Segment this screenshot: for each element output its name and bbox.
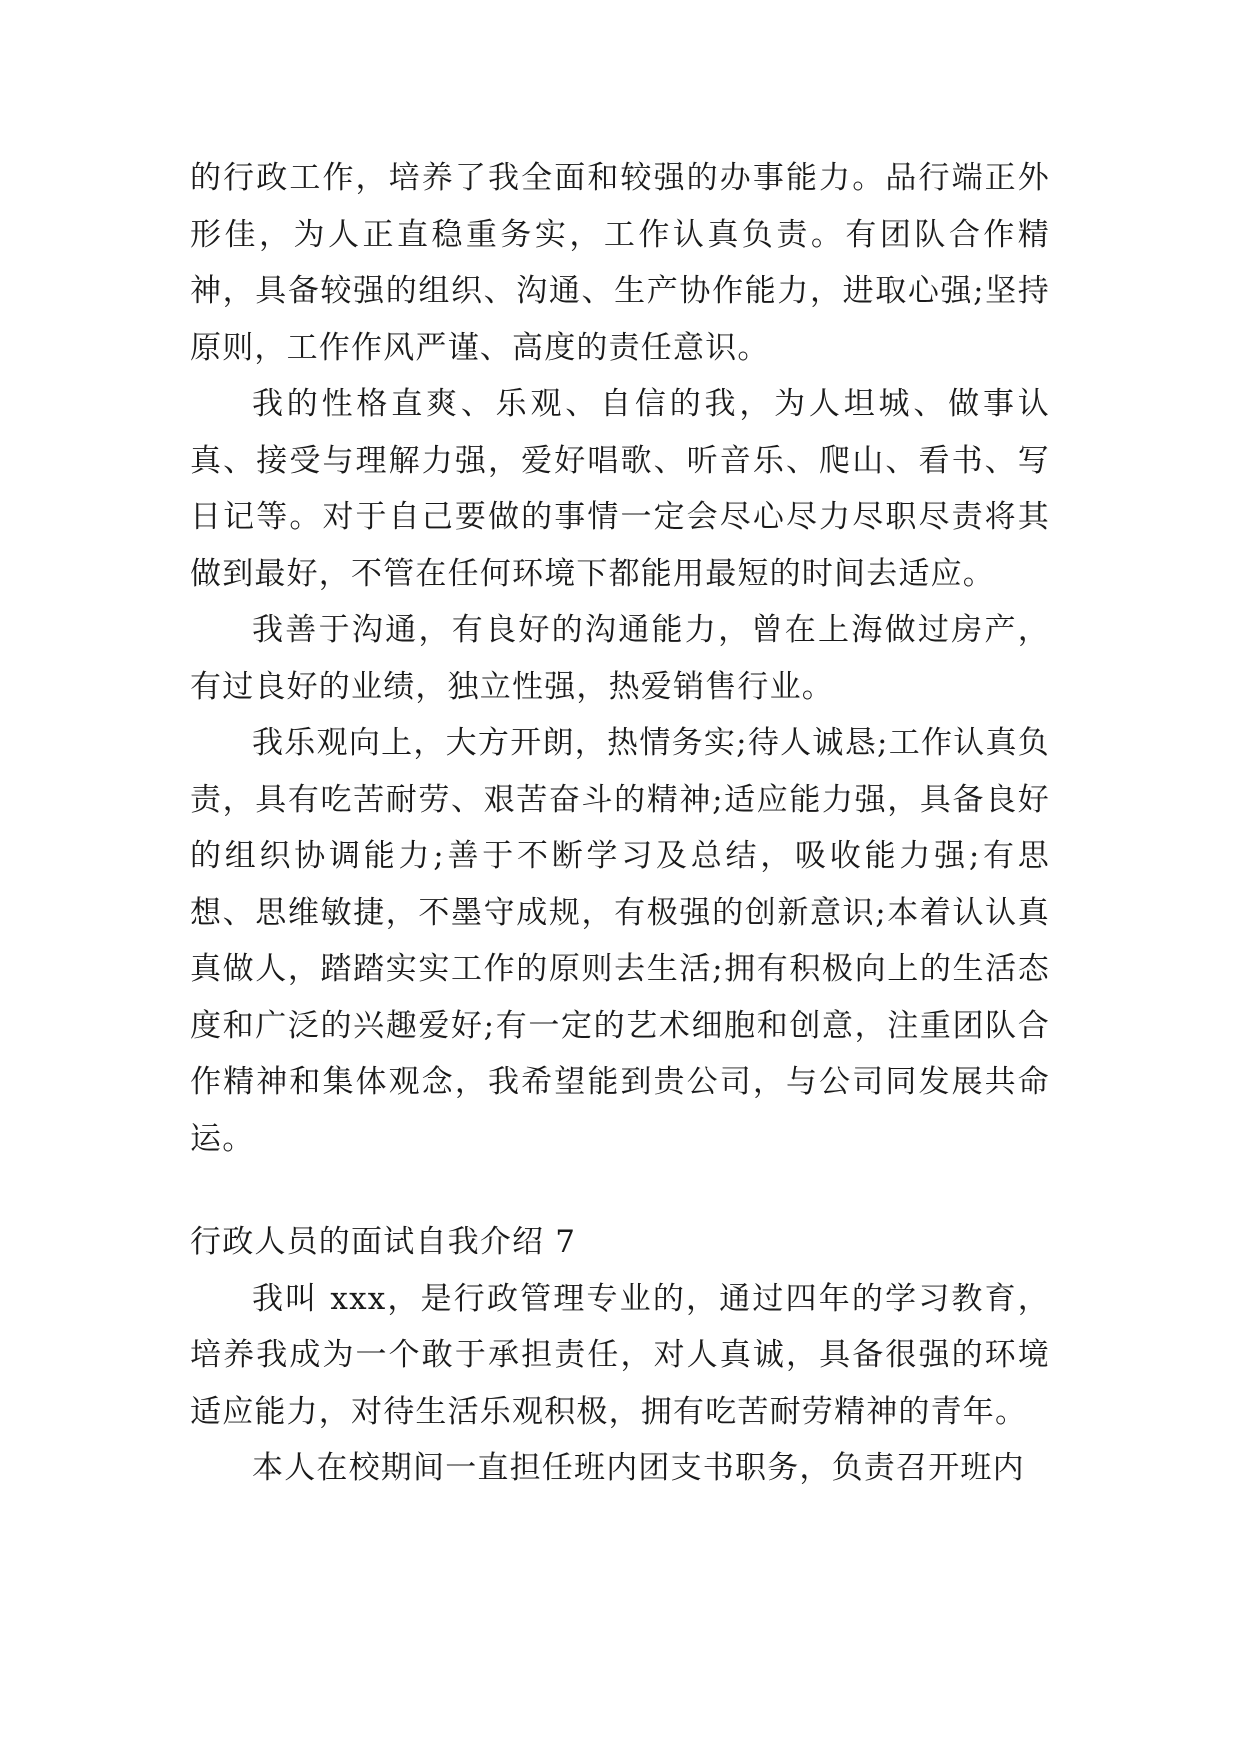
paragraph-school: 本人在校期间一直担任班内团支书职务，负责召开班内 bbox=[252, 1450, 1025, 1486]
paragraph-attitude: 我乐观向上，大方开朗，热情务实;待人诚恳;工作认真负责，具有吃苦耐劳、艰苦奋斗的精神;适应能力强，具备良好的组织协调能力;善于不断学习及总结，吸收能力强;有思想、思维敏捷，不墨守成规，有极强的创新意识;本着认认真真做人，踏踏实实工作的原则去生活;拥有积极向上的生活态度和广泛的兴趣爱好;有一定的艺术细胞和创意，注重团队合作精神和集体观念，我希望能到贵公司，与公司同发展共命运。 bbox=[190, 725, 1050, 1157]
paragraph-personality: 我的性格直爽、乐观、自信的我，为人坦城、做事认真、接受与理解力强，爱好唱歌、听音乐、爬山、看书、写日记等。对于自己要做的事情一定会尽心尽力尽职尽责将其做到最好，不管在任何环境下都能用最短的时间去适应。 bbox=[190, 386, 1050, 592]
document-page bbox=[190, 150, 1050, 1497]
section-heading: 行政人员的面试自我介绍 7 bbox=[190, 1224, 577, 1260]
paragraph-communication: 我善于沟通，有良好的沟通能力，曾在上海做过房产，有过良好的业绩，独立性强，热爱销售行业。 bbox=[190, 612, 1050, 705]
paragraph-intro: 我叫 xxx，是行政管理专业的，通过四年的学习教育，培养我成为一个敢于承担责任，对人真诚，具备很强的环境适应能力，对待生活乐观积极，拥有吃苦耐劳精神的青年。 bbox=[190, 1280, 1050, 1430]
paragraph-continued: 的行政工作，培养了我全面和较强的办事能力。品行端正外形佳，为人正直稳重务实，工作认真负责。有团队合作精神，具备较强的组织、沟通、生产协作能力，进取心强;坚持原则，工作作风严谨、高度的责任意识。 bbox=[190, 160, 1050, 366]
